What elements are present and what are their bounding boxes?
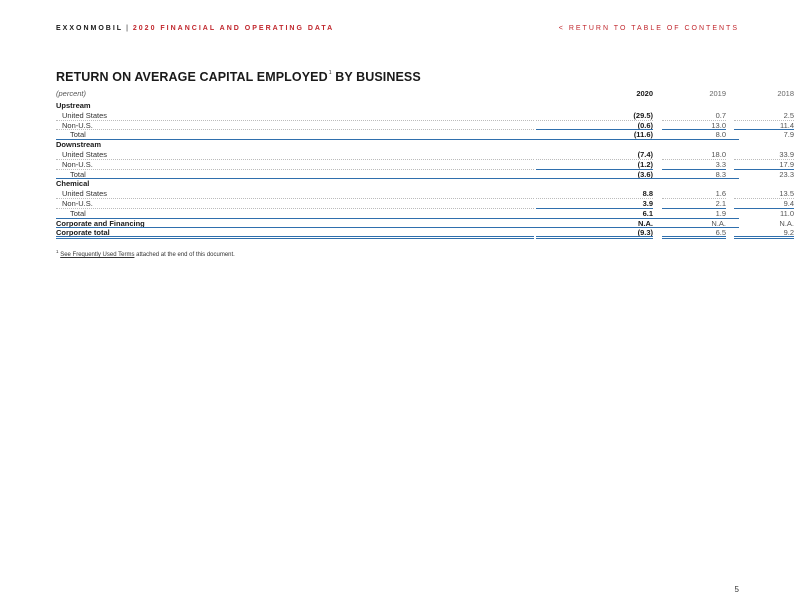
value-2020: (9.3) (637, 228, 653, 238)
page-title (56, 70, 421, 84)
value-2018: 9.2 (783, 228, 794, 238)
table-row (56, 198, 794, 209)
value-2018: 2.5 (783, 110, 794, 120)
top-bar (56, 25, 739, 37)
value-2020: 3.9 (642, 198, 653, 208)
total-rule (734, 236, 794, 239)
row-label: Non-U.S. (62, 198, 93, 208)
value-2019: 1.6 (715, 189, 726, 199)
year-2019-header: 2019 (709, 89, 726, 98)
footnote-mark: 1 (56, 249, 59, 254)
value-2018: 33.9 (779, 149, 794, 159)
value-2018: 17.9 (779, 159, 794, 169)
value-2020: (1.2) (637, 159, 653, 169)
header-separator: | (126, 25, 130, 32)
value-2020: (3.6) (637, 169, 653, 179)
value-2019: 8.3 (715, 169, 726, 179)
value-2018: 11.4 (779, 120, 794, 130)
year-2018-header: 2018 (777, 89, 794, 98)
table-row (56, 159, 794, 170)
footnote (56, 249, 235, 258)
table-row (56, 120, 794, 131)
table-row (56, 169, 794, 180)
row-label: Downstream (56, 140, 102, 150)
value-2018: 23.3 (779, 169, 794, 179)
value-2020: (7.4) (637, 149, 653, 159)
value-2019: 2.1 (715, 198, 726, 208)
page-title-suffix: BY BUSINESS (335, 70, 421, 84)
section-chemical (56, 179, 739, 189)
value-2019: 0.7 (715, 110, 726, 120)
table-row (56, 218, 794, 229)
row-label: United States (62, 149, 108, 159)
page-number: 5 (734, 585, 739, 594)
value-2018: 11.0 (779, 208, 794, 218)
brand-name: EXXONMOBIL (56, 25, 124, 32)
row-label: Corporate total (56, 228, 110, 238)
table-header (56, 87, 794, 99)
value-2020: (0.6) (637, 120, 653, 130)
year-2020-header: 2020 (636, 89, 653, 98)
table-row (56, 110, 794, 121)
table-row (56, 189, 794, 199)
row-label: United States (62, 189, 108, 199)
value-2018: 13.5 (779, 189, 794, 199)
row-label: Non-U.S. (62, 159, 93, 169)
row-label: Chemical (56, 179, 90, 189)
footnote-text: attached at the end of this document. (134, 252, 235, 258)
total-rule (536, 236, 653, 239)
row-label: United States (62, 110, 108, 120)
table-row (56, 149, 794, 160)
table-row (56, 228, 794, 238)
total-rule (56, 236, 534, 239)
table-row (56, 208, 794, 219)
chevron-left-icon: < (558, 25, 565, 32)
section-downstream (56, 140, 739, 150)
value-2018: N.A. (779, 218, 794, 228)
value-2019: 6.5 (715, 228, 726, 238)
roace-table (56, 101, 794, 238)
value-2020: (29.5) (633, 110, 653, 120)
value-2019: 18.0 (711, 149, 726, 159)
value-2019: 8.0 (715, 130, 726, 140)
value-2020: 8.8 (642, 189, 653, 199)
row-label: Corporate and Financing (56, 218, 145, 228)
document-title: 2020 FINANCIAL AND OPERATING DATA (132, 25, 335, 32)
value-2018: 7.9 (783, 130, 794, 140)
row-label: Non-U.S. (62, 120, 93, 130)
row-label: Total (70, 130, 86, 140)
row-label: Total (70, 208, 86, 218)
value-2019: 3.3 (715, 159, 726, 169)
row-label: Total (70, 169, 86, 179)
unit-label: (percent) (56, 89, 87, 98)
frequently-used-terms-link[interactable]: See Frequently Used Terms (60, 252, 135, 258)
table-row (56, 130, 794, 140)
value-2019: 13.0 (711, 120, 726, 130)
total-rule (662, 236, 726, 239)
value-2018: 9.4 (783, 198, 794, 208)
return-to-toc-label: RETURN TO TABLE OF CONTENTS (568, 25, 739, 32)
value-2020: (11.6) (633, 130, 653, 140)
title-footnote-mark: 1 (328, 70, 332, 76)
row-label: Upstream (56, 101, 91, 110)
value-2020: N.A. (638, 218, 653, 228)
section-upstream (56, 101, 739, 111)
value-2020: 6.1 (642, 208, 653, 218)
page-title-text: RETURN ON AVERAGE CAPITAL EMPLOYED (56, 70, 328, 84)
return-to-toc-link[interactable] (559, 25, 739, 32)
value-2019: N.A. (711, 218, 726, 228)
brand-header (56, 25, 334, 32)
value-2019: 1.9 (715, 208, 726, 218)
